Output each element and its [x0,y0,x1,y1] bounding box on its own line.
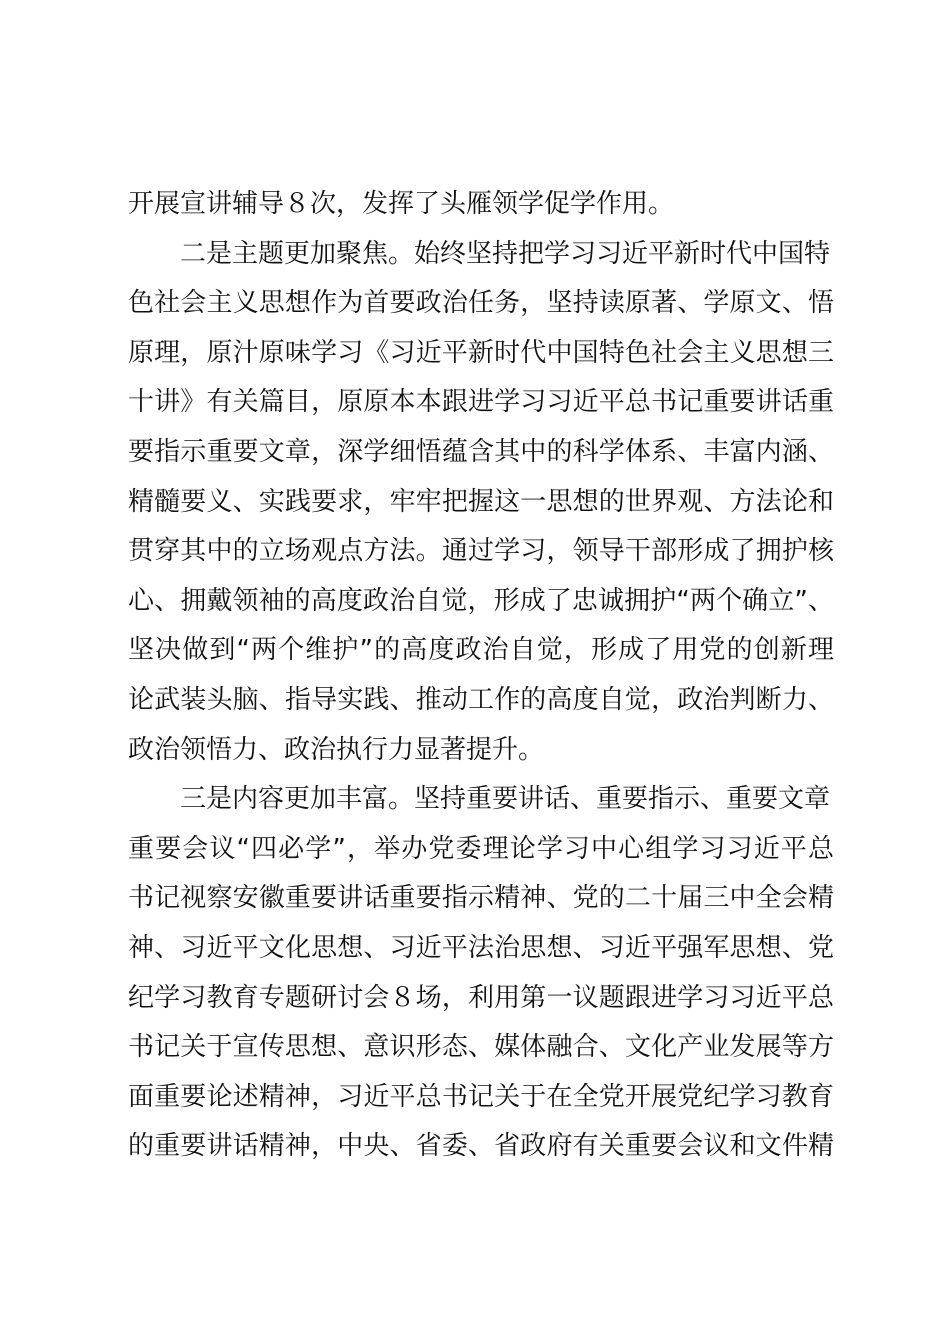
text-line: 重要会议“四必学”，举办党委理论学习中心组学习习近平总 [128,833,834,864]
text-line: 政治领悟力、政治执行力显著提升。 [128,734,545,765]
text-line: 精髓要义、实践要求，牢牢把握这一思想的世界观、方法论和 [128,486,834,517]
text-line: 的重要讲话精神，中央、省委、省政府有关重要会议和文件精 [128,1131,834,1162]
text-line: 心、拥戴领袖的高度政治自觉，形成了忠诚拥护“两个确立”、 [128,585,834,616]
document-body [128,180,834,1172]
text-line: 要指示重要文章，深学细悟蕴含其中的科学体系、丰富内涵、 [128,436,834,467]
text-line: 坚决做到“两个维护”的高度政治自觉，形成了用党的创新理 [128,635,834,666]
text-line: 原理，原汁原味学习《习近平新时代中国特色社会主义思想三 [128,337,834,368]
text-line: 纪学习教育专题研讨会８场，利用第一议题跟进学习习近平总 [128,982,834,1013]
text-line: 十讲》有关篇目，原原本本跟进学习习近平总书记重要讲话重 [128,387,834,418]
text-line: 面重要论述精神，习近平总书记关于在全党开展党纪学习教育 [128,1081,834,1112]
text-line: 书记关于宣传思想、意识形态、媒体融合、文化产业发展等方 [128,1032,834,1063]
text-line: 书记视察安徽重要讲话重要指示精神、党的二十届三中全会精 [128,883,834,914]
paragraph-start-line: 二是主题更加聚焦。始终坚持把学习习近平新时代中国特 [180,238,831,269]
paragraph-start-line: 三是内容更加丰富。坚持重要讲话、重要指示、重要文章 [180,784,831,815]
text-line: 论武装头脑、指导实践、推动工作的高度自觉，政治判断力、 [128,684,834,715]
text-line: 开展宣讲辅导８次，发挥了头雁领学促学作用。 [128,189,675,219]
text-line: 神、习近平文化思想、习近平法治思想、习近平强军思想、党 [128,932,834,963]
text-line: 色社会主义思想作为首要政治任务，坚持读原著、学原文、悟 [128,288,834,319]
text-line: 贯穿其中的立场观点方法。通过学习，领导干部形成了拥护核 [128,536,834,567]
